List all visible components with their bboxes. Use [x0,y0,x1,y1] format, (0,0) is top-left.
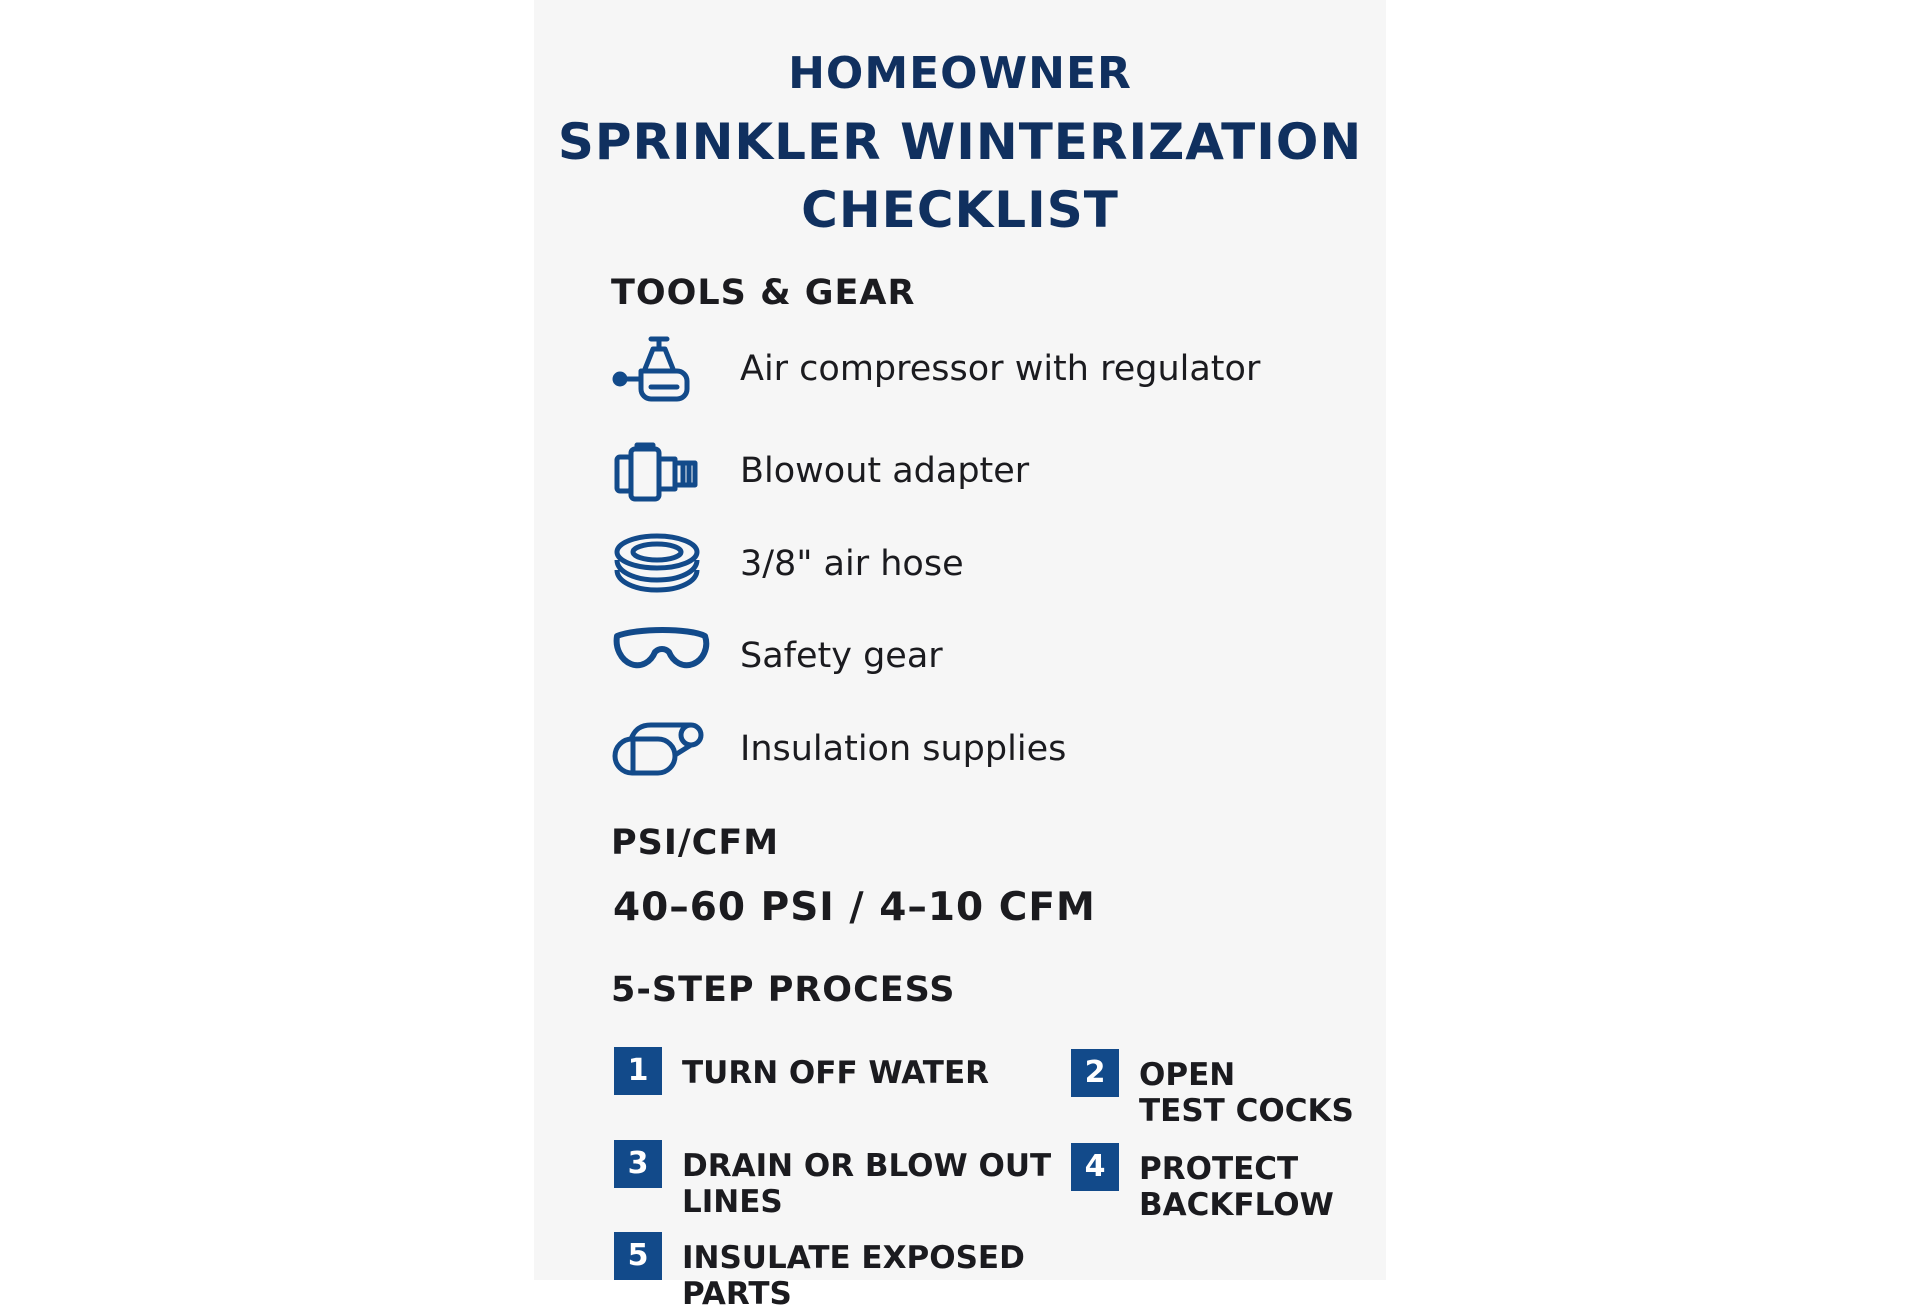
step-item [1071,1143,1371,1223]
title-line-2: SPRINKLER WINTERIZATION [557,113,1363,171]
step-number-badge: 5 [614,1232,662,1280]
steps-heading: 5-STEP PROCESS [611,970,956,1010]
step-text: INSULATE EXPOSED PARTS [682,1240,1025,1312]
tool-label: Air compressor with regulator [740,349,1261,389]
tool-item [611,530,1351,600]
checklist-card [534,0,1386,1312]
tool-item [611,335,1351,405]
tool-item [611,622,1351,692]
tool-label: Insulation supplies [740,729,1067,769]
step-text: DRAIN OR BLOW OUT LINES [682,1148,1052,1220]
step-item [614,1047,1034,1119]
step-number-badge: 4 [1071,1143,1119,1191]
title-line-3: CHECKLIST [801,181,1119,239]
insulation-roll-icon [611,715,707,785]
step-item [614,1140,1054,1220]
step-text: OPEN TEST COCKS [1139,1057,1354,1129]
tool-label: 3/8" air hose [740,544,964,584]
air-hose-icon [611,530,707,600]
tool-label: Safety gear [740,636,943,676]
tool-label: Blowout adapter [740,451,1030,491]
tools-heading: TOOLS & GEAR [611,273,916,313]
tool-item [611,715,1351,785]
page-title [534,40,1386,244]
step-number-badge: 1 [614,1047,662,1095]
step-item [1071,1049,1371,1129]
safety-goggles-icon [611,622,707,692]
psi-cfm-heading: PSI/CFM [611,823,780,863]
step-item [614,1232,1134,1312]
tool-item [611,437,1351,507]
step-text: PROTECT BACKFLOW [1139,1151,1334,1223]
step-number-badge: 3 [614,1140,662,1188]
psi-cfm-value: 40–60 PSI / 4–10 CFM [613,885,1096,930]
blowout-adapter-icon [611,437,707,507]
step-number-badge: 2 [1071,1049,1119,1097]
air-compressor-icon [611,335,707,405]
title-line-1: HOMEOWNER [788,48,1132,99]
step-text: TURN OFF WATER [682,1055,990,1091]
